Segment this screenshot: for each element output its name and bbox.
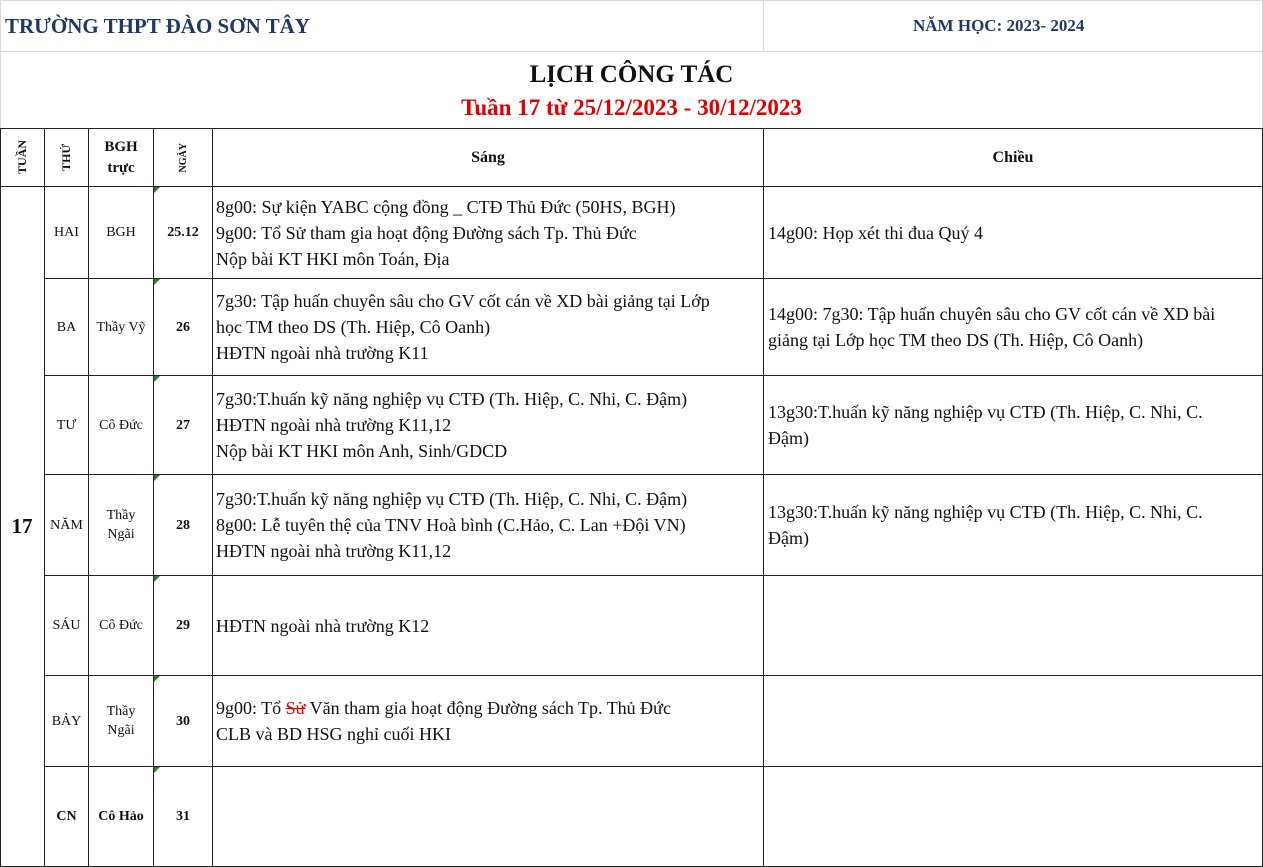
day-cell: CN [56,809,77,824]
date-cell: 28 [176,517,190,533]
week-number: 17 [11,514,33,538]
morning-cell [216,576,761,675]
morning-line: HĐTN ngoài nhà trường K11,12 [216,541,452,561]
date-cell: 27 [176,417,190,433]
duty-cell: Thầy Vỹ [96,319,146,335]
col-header-duty: BGH trực [104,138,138,176]
duty-cell: Cô Đức [99,417,143,433]
morning-cell [216,376,761,474]
duty-cell: BGH [106,225,136,240]
comment-marker [154,767,160,773]
morning-cell [216,767,761,866]
afternoon-line: Đậm) [768,528,809,548]
morning-line: HĐTN ngoài nhà trường K11 [216,343,429,363]
morning-line: 8g00: Lễ tuyên thệ của TNV Hoà bình (C.Hảo, C. Lan +Đội VN) [216,515,686,535]
morning-line: 8g00: Sự kiện YABC cộng đồng _ CTĐ Thủ Đức (50HS, BGH) [216,196,676,217]
struck-text: Sử [285,698,306,718]
col-header-date: NGÀY [177,142,189,173]
afternoon-cell [768,187,1260,278]
day-cell: BẢY [51,713,82,729]
morning-line: 9g00: Tổ Sử tham gia hoạt động Đường sách Tp. Thủ Đức [216,222,637,243]
morning-cell [216,187,761,278]
afternoon-cell [768,475,1260,575]
morning-line: Nộp bài KT HKI môn Anh, Sinh/GDCD [216,441,508,461]
afternoon-line: 14g00: 7g30: Tập huấn chuyên sâu cho GV cốt cán về XD bài [768,304,1216,324]
comment-marker [154,187,160,193]
school-year: NĂM HỌC: 2023- 2024 [913,16,1085,35]
col-header-day: THỨ [59,144,73,171]
afternoon-line: Đậm) [768,428,809,448]
day-cell: SÁU [52,618,81,633]
col-header-afternoon: Chiều [992,149,1034,166]
comment-marker [154,279,160,285]
comment-marker [154,376,160,382]
page-title: LỊCH CÔNG TÁC [529,61,734,88]
afternoon-cell [768,576,1260,675]
day-cell: HAI [54,225,79,240]
col-header-week: TUẦN [15,140,29,175]
afternoon-cell [768,767,1260,866]
afternoon-line: 14g00: Họp xét thi đua Quý 4 [768,222,983,243]
comment-marker [154,676,160,682]
day-cell: TƯ [56,417,77,433]
afternoon-line: giảng tại Lớp học TM theo DS (Th. Hiệp, Cô Oanh) [768,330,1144,350]
morning-line: Nộp bài KT HKI môn Toán, Địa [216,248,450,269]
morning-line: HĐTN ngoài nhà trường K12 [216,615,430,636]
duty-cell: Cô Đức [99,618,143,633]
date-cell: 25.12 [167,225,199,240]
duty-cell: Cô Hảo [98,809,144,824]
day-cell: BA [56,319,77,335]
morning-line [216,695,761,721]
morning-line: học TM theo DS (Th. Hiệp, Cô Oanh) [216,317,491,337]
morning-line: 7g30:T.huấn kỹ năng nghiệp vụ CTĐ (Th. Hiệp, C. Nhi, C. Đậm) [216,489,688,509]
afternoon-cell [768,676,1260,766]
duty-cell: Thầy Ngãi [106,508,136,542]
morning-line: HĐTN ngoài nhà trường K11,12 [216,415,452,435]
duty-cell: Thầy Ngãi [106,704,136,738]
morning-cell [216,475,761,575]
afternoon-line: 13g30:T.huấn kỹ năng nghiệp vụ CTĐ (Th. Hiệp, C. Nhi, C. [768,502,1203,522]
afternoon-line: 13g30:T.huấn kỹ năng nghiệp vụ CTĐ (Th. Hiệp, C. Nhi, C. [768,402,1203,422]
morning-cell [216,279,761,375]
date-cell: 31 [176,809,190,824]
comment-marker [154,576,160,582]
morning-line: CLB và BD HSG nghỉ cuối HKI [216,724,451,744]
day-cell: NĂM [50,517,83,533]
morning-cell [216,676,761,766]
date-cell: 26 [176,319,190,335]
morning-line: 7g30: Tập huấn chuyên sâu cho GV cốt cán về XD bài giảng tại Lớp [216,291,710,311]
afternoon-cell [768,376,1260,474]
afternoon-cell [768,279,1260,375]
date-cell: 30 [176,713,190,729]
page-subtitle: Tuần 17 từ 25/12/2023 - 30/12/2023 [461,95,802,120]
morning-text-prefix: 9g00: Tổ [216,698,286,718]
date-cell: 29 [176,618,190,633]
col-header-morning: Sáng [471,149,505,166]
morning-line: 7g30:T.huấn kỹ năng nghiệp vụ CTĐ (Th. Hiệp, C. Nhi, C. Đậm) [216,389,688,409]
school-name: TRƯỜNG THPT ĐÀO SƠN TÂY [5,14,310,38]
morning-text-suffix: Văn tham gia hoạt động Đường sách Tp. Thủ Đức [305,698,671,718]
comment-marker [154,475,160,481]
